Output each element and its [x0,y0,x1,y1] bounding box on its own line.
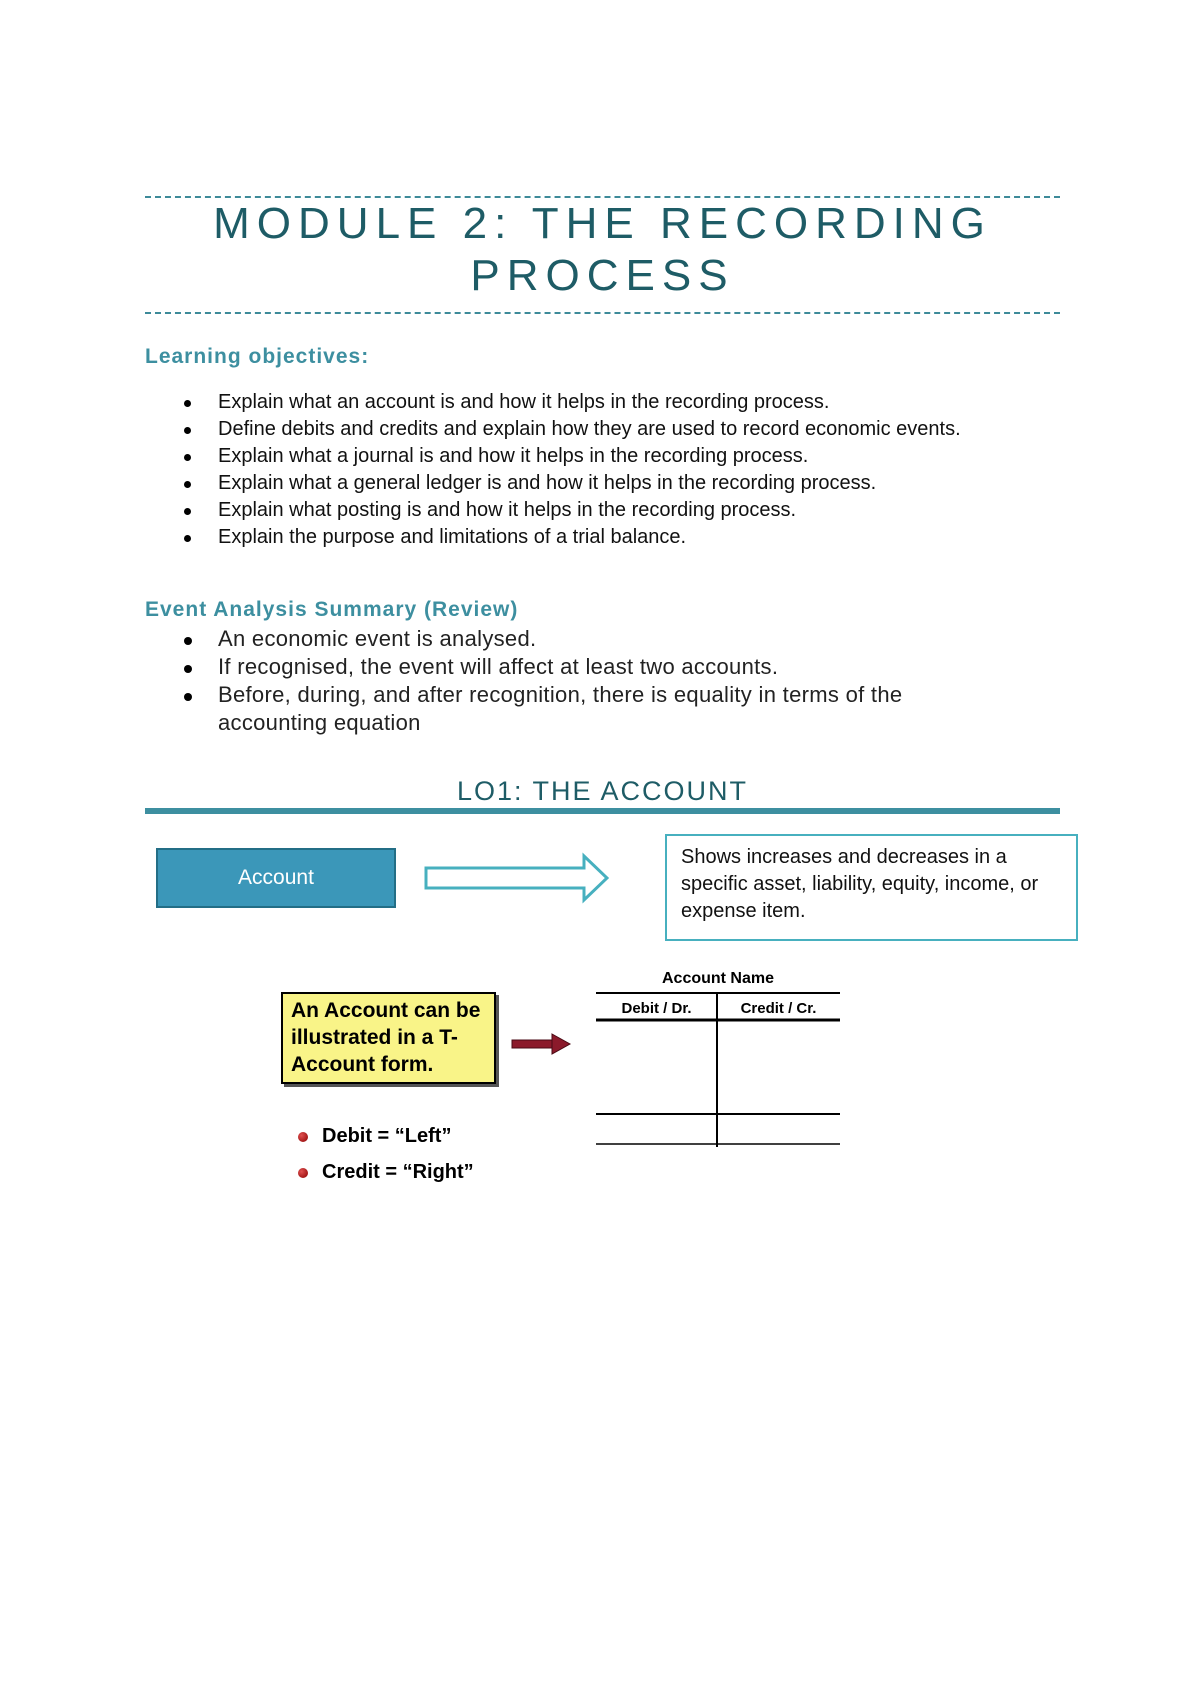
page-title [145,198,1060,302]
t-account-note: An Account can be illustrated in a T-Account form. [281,992,496,1084]
account-description-box: Shows increases and decreases in a specific asset, liability, equity, income, or expense item. [665,834,1078,941]
objective-item: Explain what an account is and how it helps in the recording process. [180,389,961,416]
event-analysis-list [180,625,980,737]
page-title-line1: MODULE 2: THE RECORDING [213,199,992,248]
t-account-name: Account Name [661,970,775,987]
objective-item: Explain what posting is and how it helps in the recording process. [180,497,961,524]
debit-rule-text: Debit = “Left” [322,1125,452,1147]
outline-arrow-icon [424,852,609,904]
objective-item: Explain the purpose and limitations of a trial balance. [180,524,961,551]
event-item: Before, during, and after recognition, there is equality in terms of the accounting equation [180,681,980,737]
learning-objectives-list [180,389,961,551]
event-item: If recognised, the event will affect at least two accounts. [180,653,980,681]
t-account-debit-header: Debit / Dr. [621,1000,692,1017]
title-bottom-rule [145,312,1060,314]
lo1-rule [145,808,1060,814]
debit-credit-rules [296,1122,474,1194]
objective-item: Explain what a general ledger is and how it helps in the recording process. [180,470,961,497]
credit-rule-text: Credit = “Right” [322,1161,474,1183]
page-title-line2: PROCESS [470,251,735,300]
learning-objectives-heading: Learning objectives: [145,345,370,368]
red-bullet-icon [298,1168,308,1178]
debit-rule [296,1122,474,1158]
credit-rule [296,1158,474,1194]
account-box: Account [156,848,396,908]
red-bullet-icon [298,1132,308,1142]
objective-item: Explain what a journal is and how it helps in the recording process. [180,443,961,470]
lo1-heading: LO1: THE ACCOUNT [456,776,749,806]
event-item: An economic event is analysed. [180,625,980,653]
objective-item: Define debits and credits and explain how they are used to record economic events. [180,416,961,443]
t-account-credit-header: Credit / Cr. [740,1000,817,1017]
red-arrow-icon [510,1032,572,1056]
event-analysis-heading: Event Analysis Summary (Review) [145,598,519,621]
